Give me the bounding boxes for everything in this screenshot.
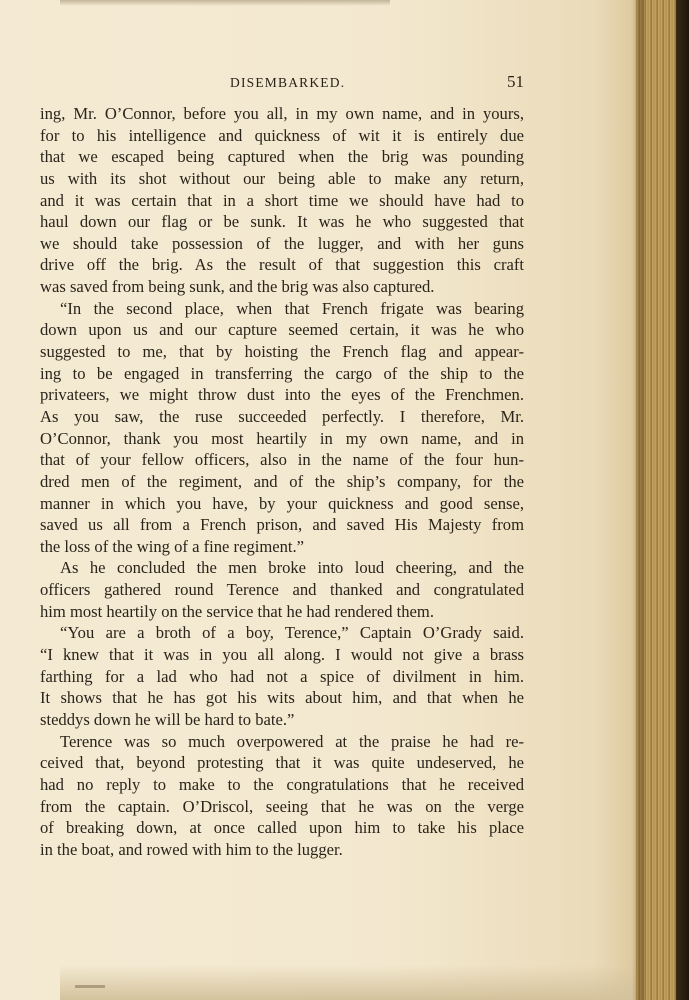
bottom-smudge [75,985,105,988]
text-line: Terence was so much overpowered at the praise he had re- [60,731,524,751]
text-line: ing to be engaged in transferring the cargo of the ship to the [40,363,524,383]
text-line: steddys down he will be hard to bate.” [40,709,295,729]
text-line: drive off the brig. As the result of that suggestion this craft [40,255,524,275]
text-line: had no reply to make to the congratulations that he received [40,774,524,794]
text-line: him most heartily on the service that he had rendered them. [40,601,434,621]
page-bottom-shadow [60,965,646,1000]
text-line: ing, Mr. O’Connor, before you all, in my own name, and in yours, [40,104,524,123]
text-line: manner in which you have, by your quickness and good sense, [40,493,524,513]
body-text [40,103,524,860]
text-line: As he concluded the men broke into loud cheering, and the [60,558,524,578]
text-line: was saved from being sunk, and the brig was also captured. [40,277,435,297]
text-line: we should take possession of the lugger, and with her guns [40,233,524,253]
text-line: that of your fellow officers, also in the name of the four hun- [40,450,524,470]
text-line: As you saw, the ruse succeeded perfectly. I therefore, Mr. [40,406,524,426]
text-line: “You are a broth of a boy, Terence,” Captain O’Grady said. [60,623,524,643]
text-line: from the captain. O’Driscol, seeing that he was on the verge [40,796,524,816]
text-line: haul down our flag or be sunk. It was he who suggested that [40,212,524,232]
text-line: ceived that, beyond protesting that it was quite undeserved, he [40,753,524,773]
text-line: and it was certain that in a short time we should have had to [40,190,524,210]
text-line: “I knew that it was in you all along. I would not give a brass [40,645,524,665]
text-line: the loss of the wing of a fine regiment.” [40,536,305,556]
text-line: of breaking down, at once called upon him to take his place [40,818,524,838]
gutter-shadow [632,0,644,1000]
text-line: privateers, we might throw dust into the eyes of the Frenchmen. [40,385,524,405]
text-line: officers gathered round Terence and thanked and congratulated [40,580,524,600]
book-cover-edge [676,0,689,1000]
text-line: dred men of the regiment, and of the ship’s company, for the [40,471,524,491]
page-top-edge [60,0,390,6]
text-line: It shows that he has got his wits about him, and that when he [40,688,524,708]
text-line: suggested to me, that by hoisting the French flag and appear- [40,342,524,362]
text-line: in the boat, and rowed with him to the lugger. [40,839,343,859]
text-line: down upon us and our capture seemed certain, it was he who [40,320,524,340]
text-line: farthing for a lad who had not a spice of divilment in him. [40,666,524,686]
text-line: that we escaped being captured when the brig was pounding [40,147,524,167]
text-line: saved us all from a French prison, and saved His Majesty from [40,515,524,535]
text-line: us with its shot without our being able to make any return, [40,168,524,188]
text-line: O’Connor, thank you most heartily in my own name, and in [40,428,524,448]
running-head: DISEMBARKED. [230,75,346,90]
text-line: for to his intelligence and quickness of wit it is entirely due [40,125,524,145]
text-line: “In the second place, when that French frigate was bearing [60,298,524,318]
page-header [40,72,526,94]
page-number: 51 [507,72,524,91]
